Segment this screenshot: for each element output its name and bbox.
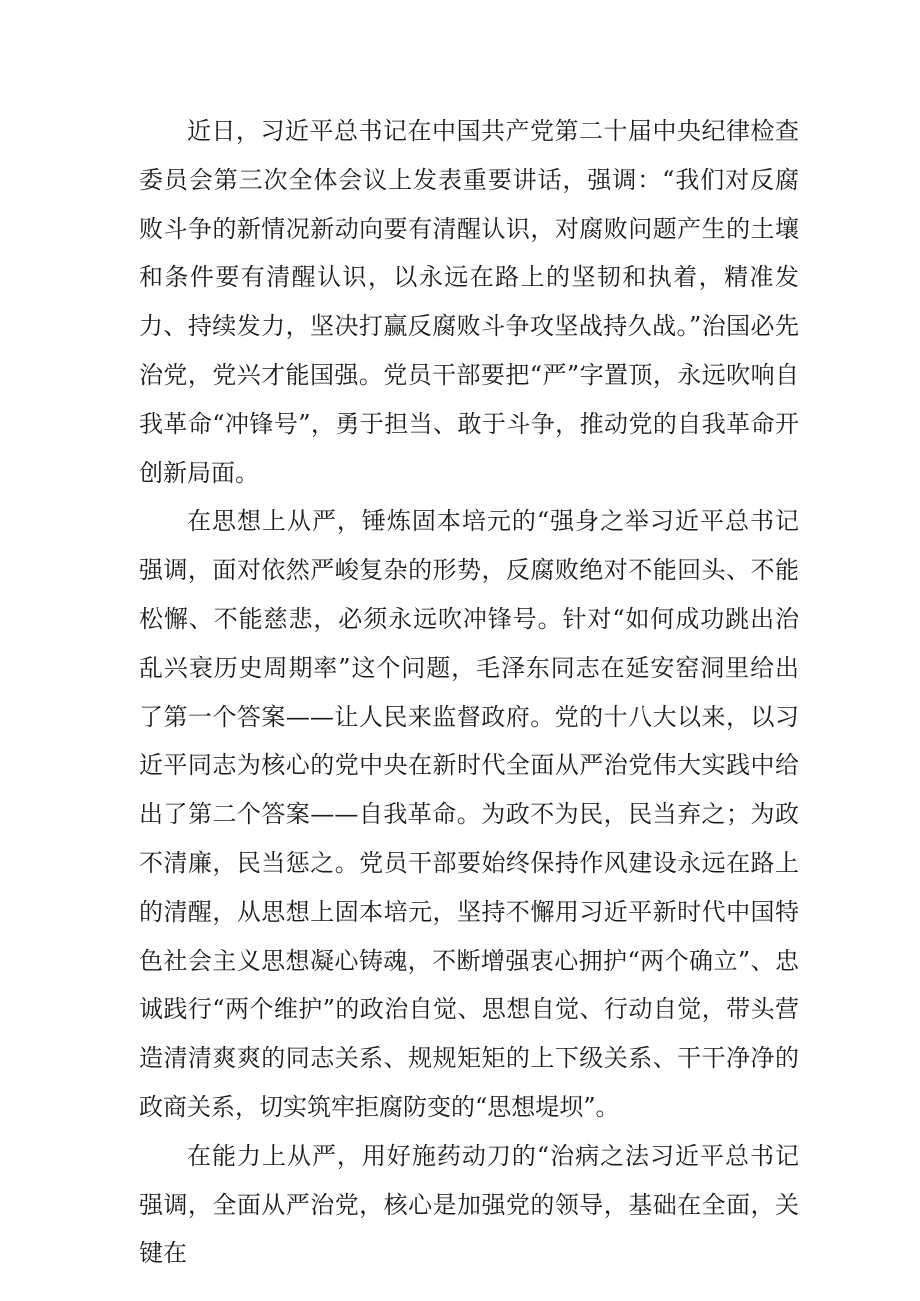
document-body bbox=[139, 107, 799, 1278]
paragraph-thought: 在思想上从严，锤炼固本培元的“强身之举习近平总书记强调，面对依然严峻复杂的形势，反腐败绝对不能回头、不能松懈、不能慈悲，必须永远吹冲锋号。针对“如何成功跳出治乱兴衰历史周期率”这个问题，毛泽东同志在延安窑洞里给出了第一个答案——让人民来监督政府。党的十八大以来，以习近平同志为核心的党中央在新时代全面从严治党伟大实践中给出了第二个答案——自我革命。为政不为民，民当弃之；为政不清廉，民当惩之。党员干部要始终保持作风建设永远在路上的清醒，从思想上固本培元，坚持不懈用习近平新时代中国特色社会主义思想凝心铸魂，不断增强衷心拥护“两个确立”、忠诚践行“两个维护”的政治自觉、思想自觉、行动自觉，带头营造清清爽爽的同志关系、规规矩矩的上下级关系、干干净净的政商关系，切实筑牢拒腐防变的“思想堤坝”。 bbox=[139, 507, 799, 1121]
paragraph-ability: 在能力上从严，用好施药动刀的“治病之法习近平总书记强调，全面从严治党，核心是加强党的领导，基础在全面，关键在 bbox=[139, 1141, 799, 1268]
paragraph-intro: 近日，习近平总书记在中国共产党第二十届中央纪律检查委员会第三次全体会议上发表重要讲话，强调：“我们对反腐败斗争的新情况新动向要有清醒认识，对腐败问题产生的土壤和条件要有清醒认识，以永远在路上的坚韧和执着，精准发力、持续发力，坚决打赢反腐败斗争攻坚战持久战。”治国必先治党，党兴才能国强。党员干部要把“严”字置顶，永远吹响自我革命“冲锋号”，勇于担当、敢于斗争，推动党的自我革命开创新局面。 bbox=[139, 117, 799, 487]
